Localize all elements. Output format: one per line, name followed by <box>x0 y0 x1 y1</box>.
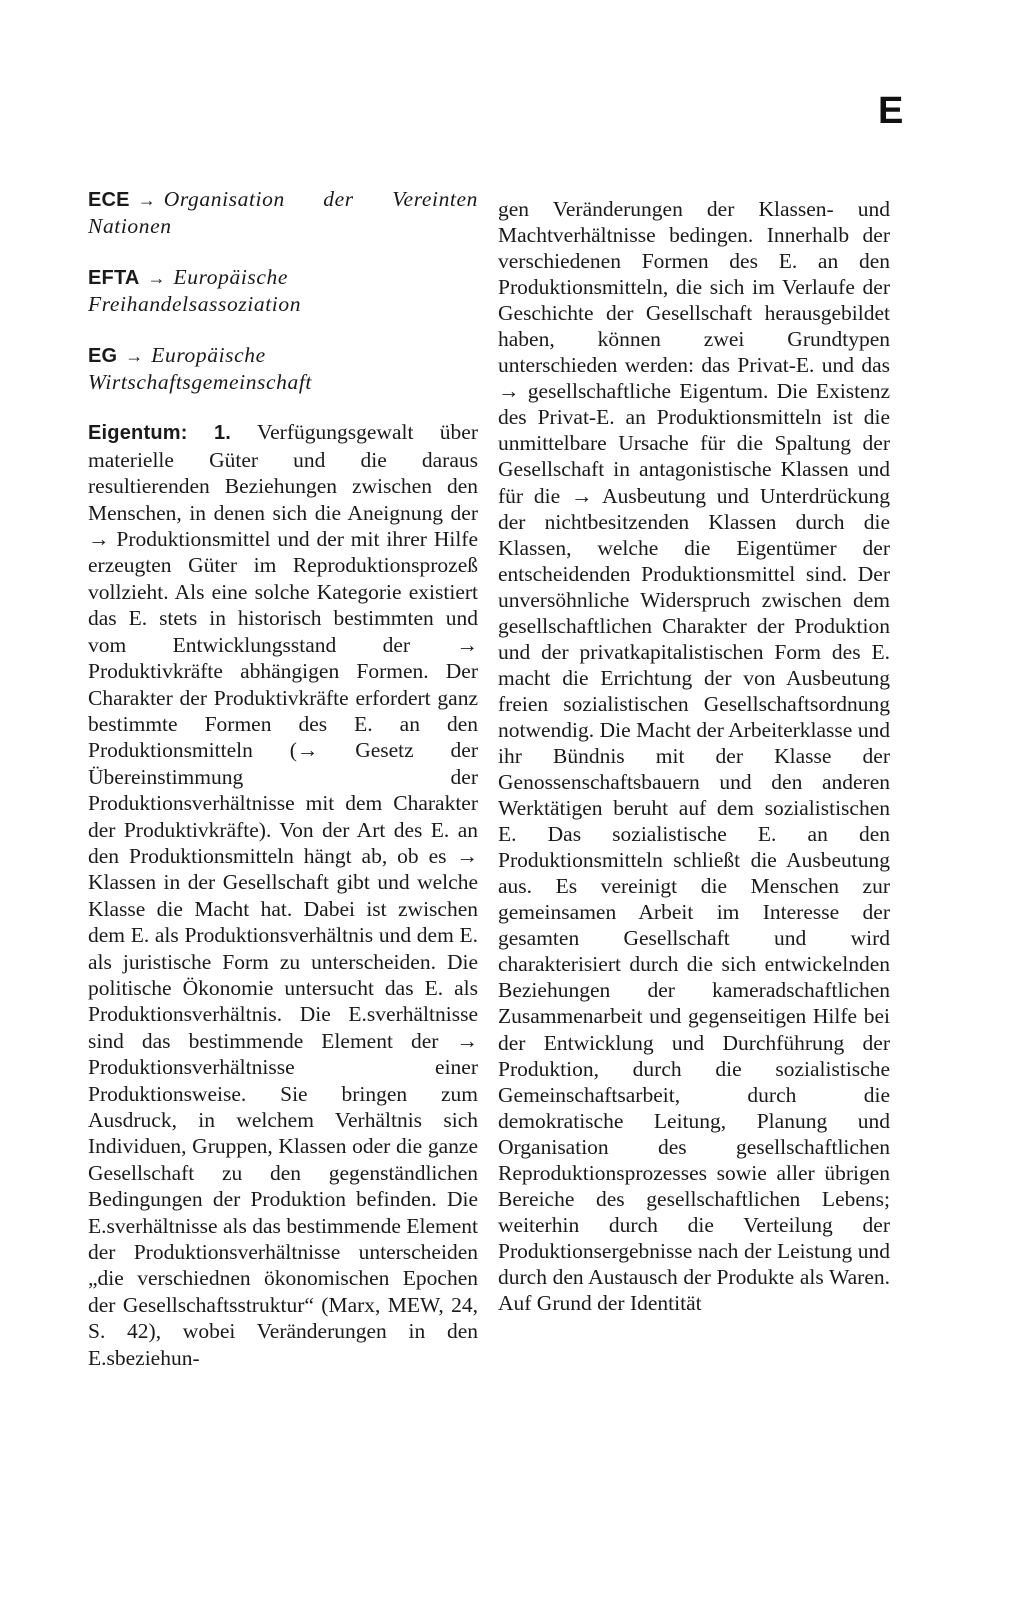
entry-reference: Organisation der Vereinten Nationen <box>88 187 478 239</box>
entry-body-continuation: gen Veränderungen der Klassen- und Machtverhältnisse bedingen. Innerhalb der verschiedenen Formen des E. an den Produktionsmitteln, die sich im Verlaufe der Geschichte der Gesellschaft herausgebildet haben, können zwei Grundtypen unterschieden werden: das Privat-E. und das → gesellschaftliche Eigentum. Die Existenz des Privat-E. an Produktionsmitteln ist die unmittelbare Ursache für die Spaltung der Gesellschaft in antagonistische Klassen und für die → Ausbeutung und Unterdrückung der nichtbesitzenden Klassen durch die Klassen, welche die Eigentümer der entscheidenden Produktionsmittel sind. Der unversöhnliche Widerspruch zwischen dem gesellschaftlichen Charakter der Produktion und der privatkapitalistischen Form des E. macht die Errichtung der von Ausbeutung freien sozialistischen Gesellschaftsordnung notwendig. Die Macht der Arbeiterklasse und ihr Bündnis mit der Klasse der Genossenschaftsbauern und den anderen Werktätigen beruht auf dem sozialistischen E. Das sozialistische E. an den Produktionsmitteln schließt die Ausbeutung aus. Es vereinigt die Menschen zur gemeinsamen Arbeit im Interesse der gesamten Gesellschaft und wird charakterisiert durch die sich entwickelnden Beziehungen der kameradschaftlichen Zusammenarbeit und gegenseitigen Hilfe bei der Entwicklung und Durchführung der Produktion, durch die sozialistische Gemeinschaftsarbeit, durch die demokratische Leitung, Planung und Organisation des gesellschaftlichen Reproduktionsprozesses sowie aller übrigen Bereiche des gesellschaftlichen Lebens; weiterhin durch die Verteilung der Produktionsergebnisse nach der Leistung und durch den Austausch der Produkte als Waren. Auf Grund der Identität <box>498 197 890 1315</box>
cross-reference-arrow-icon: → <box>147 267 166 288</box>
cross-reference-arrow-icon: → <box>125 345 144 366</box>
dictionary-entry-eigentum <box>88 419 478 1371</box>
entry-number: 1. <box>213 422 232 445</box>
dictionary-entry-ece <box>88 186 478 240</box>
cross-reference-arrow-icon: → <box>137 190 156 210</box>
entry-body-text: Verfügungsgewalt über materielle Güter und die daraus resultierenden Beziehungen zwischen den Menschen, in denen sich die Aneignung der → Produktionsmittel und der mit ihrer Hilfe erzeugten Güter im Reproduktionsprozeß vollzieht. Als eine solche Kategorie existiert das E. stets in historisch bestimmten und vom Entwicklungsstand der → Produktivkräfte abhängigen Formen. Der Charakter der Produktivkräfte erfordert ganz bestimmte Formen des E. an den Produktionsmitteln (→ Gesetz der Übereinstimmung der Produktionsverhältnisse mit dem Charakter der Produktivkräfte). Von der Art des E. an den Produktionsmitteln hängt ab, ob es → Klassen in der Gesellschaft gibt und welche Klasse die Macht hat. Dabei ist zwischen dem E. als Produktionsverhältnis und dem E. als juristische Form zu unterscheiden. Die politische Ökonomie untersucht das E. als Produktionsverhältnis. Die E.sverhältnisse sind das bestimmende Element der → Produktionsverhältnisse einer Produktionsweise. Sie bringen zum Ausdruck, in welchem Verhältnis sich Individuen, Gruppen, Klassen oder die ganze Gesellschaft zu den gegenständlichen Bedingungen der Produktion befinden. Die E.sverhältnisse als das bestimmende Element der Produktionsverhältnisse unterscheiden „die verschiednen ökonomischen Epochen der Gesellschaftsstruktur“ (Marx, MEW, 24, S. 42), wobei Veränderungen in den E.sbeziehun- <box>88 420 478 1370</box>
entry-reference: Europäische Freihandelsassoziation <box>88 264 302 317</box>
dictionary-entry-efta <box>88 264 478 318</box>
entry-keyword: ECE <box>88 189 130 211</box>
section-letter: E <box>878 90 904 132</box>
left-column <box>88 186 478 1395</box>
entry-keyword: EFTA <box>88 266 140 289</box>
entry-reference: Europäische Wirtschaftsgemeinschaft <box>88 342 313 395</box>
dictionary-entry-eg <box>88 342 478 396</box>
entry-keyword: EG <box>88 344 118 367</box>
entry-keyword: Eigentum: <box>88 422 188 445</box>
right-column <box>498 196 890 1316</box>
